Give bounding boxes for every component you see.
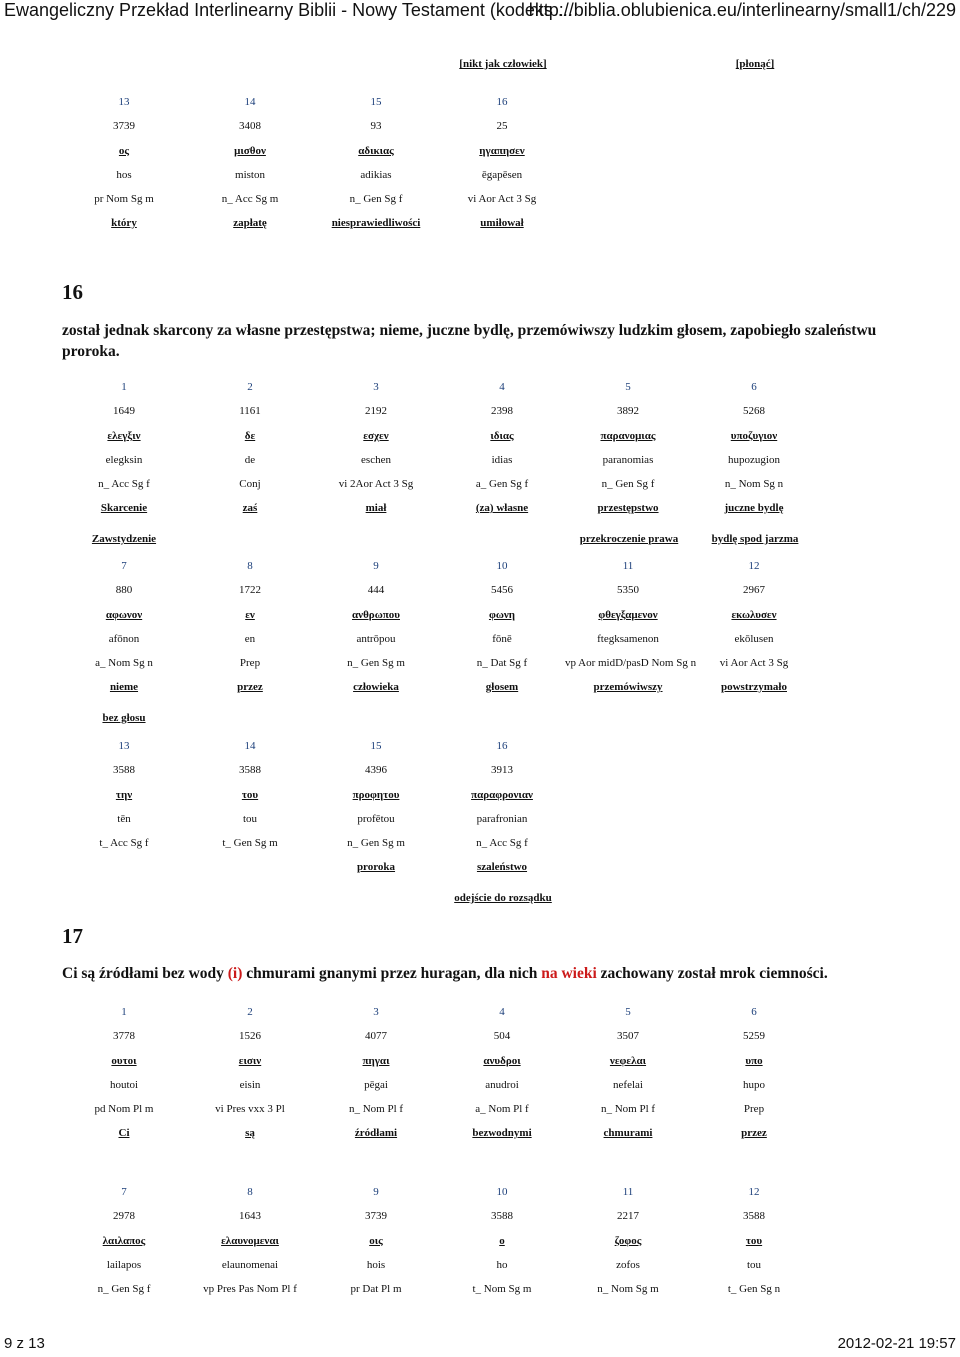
morphology: a_ Nom Sg n <box>95 657 153 669</box>
word-number: 8 <box>247 560 253 572</box>
greek-word[interactable]: φωνη <box>488 609 516 621</box>
verse-text-16: został jednak skarcony za własne przestępstwa; nieme, juczne bydlę, przemówiwszy ludzkim głosem, zapobiegło szaleństwu proroka. <box>62 322 877 360</box>
morphology: a_ Nom Pl f <box>475 1103 529 1115</box>
gloss-prev-2[interactable]: [płonąć] <box>735 58 775 70</box>
morphology: t_ Gen Sg n <box>727 1283 781 1295</box>
word-number: 14 <box>244 740 256 752</box>
greek-word[interactable]: αδικιας <box>358 145 394 157</box>
page-header <box>0 0 960 22</box>
word-number: 1 <box>121 381 127 393</box>
verse-17-part-e: zachowany został mrok ciemności. <box>596 965 828 982</box>
morphology: vi Aor Act 3 Sg <box>467 193 537 205</box>
gloss-16-f[interactable]: bydlę spod jarzma <box>711 533 799 545</box>
morphology: pd Nom Pl m <box>94 1103 154 1115</box>
strong-number: 25 <box>496 120 508 132</box>
transliteration: tou <box>242 813 258 825</box>
transliteration: de <box>244 454 256 466</box>
strong-number: 3588 <box>743 1210 765 1222</box>
strong-number: 504 <box>493 1030 511 1042</box>
morphology: n_ Gen Sg m <box>347 657 405 669</box>
gloss-16-bez-glosu[interactable]: bez głosu <box>102 712 146 724</box>
greek-word[interactable]: μισθον <box>234 145 266 157</box>
polish-translation[interactable]: umiłował <box>480 217 524 229</box>
polish-translation[interactable]: przemówiwszy <box>593 681 663 693</box>
morphology: t_ Nom Sg m <box>472 1283 532 1295</box>
word-number: 4 <box>499 1006 505 1018</box>
document-title: Ewangeliczny Przekład Interlinearny Biblii - Nowy Testament (kodeks ... <box>4 0 573 20</box>
word-number: 16 <box>496 96 508 108</box>
greek-word[interactable]: την <box>115 789 133 801</box>
word-number: 13 <box>118 740 130 752</box>
transliteration: ēgapēsen <box>481 169 523 181</box>
greek-word[interactable]: εσχεν <box>363 430 389 442</box>
transliteration: ho <box>496 1259 508 1271</box>
word-number: 5 <box>625 1006 631 1018</box>
polish-translation[interactable]: zapłatę <box>233 217 267 229</box>
strong-number: 5350 <box>617 584 639 596</box>
word-number: 6 <box>751 1006 757 1018</box>
morphology: n_ Gen Sg f <box>601 478 655 490</box>
page-number: 9 z 13 <box>4 1335 45 1352</box>
polish-translation[interactable]: przestępstwo <box>597 502 659 514</box>
strong-number: 4396 <box>365 764 387 776</box>
greek-word[interactable]: ηγαπησεν <box>479 145 525 157</box>
strong-number: 2192 <box>365 405 387 417</box>
strong-number: 3892 <box>617 405 639 417</box>
strong-number: 3588 <box>113 764 135 776</box>
polish-translation[interactable]: przez <box>237 681 263 693</box>
greek-word[interactable]: του <box>745 1235 763 1247</box>
strong-number: 1526 <box>239 1030 261 1042</box>
greek-word[interactable]: ελαυνομεναι <box>221 1235 279 1247</box>
verse-number-16: 16 <box>62 280 83 304</box>
transliteration: parafronian <box>476 813 528 825</box>
word-number: 1 <box>121 1006 127 1018</box>
morphology: n_ Dat Sg f <box>476 657 528 669</box>
transliteration: tou <box>746 1259 762 1271</box>
word-number: 2 <box>247 1006 253 1018</box>
polish-translation[interactable]: miał <box>365 502 387 514</box>
transliteration: idias <box>491 454 513 466</box>
morphology: vp Aor midD/pasD Nom Sg n <box>565 657 697 669</box>
strong-number: 5259 <box>743 1030 765 1042</box>
strong-number: 3913 <box>491 764 513 776</box>
greek-word[interactable]: ζοφος <box>614 1235 642 1247</box>
transliteration: paranomias <box>602 454 654 466</box>
gloss-16-a[interactable]: Zawstydzenie <box>91 533 157 545</box>
transliteration: hupozugion <box>728 454 780 466</box>
morphology: vi 2Aor Act 3 Sg <box>338 478 414 490</box>
strong-number: 3588 <box>491 1210 513 1222</box>
morphology: n_ Nom Sg n <box>724 478 784 490</box>
transliteration: adikias <box>360 169 392 181</box>
transliteration: profētou <box>357 813 395 825</box>
word-number: 11 <box>622 1186 634 1198</box>
polish-translation[interactable]: proroka <box>356 861 396 873</box>
strong-number: 880 <box>115 584 133 596</box>
document-url[interactable]: http://biblia.oblubienica.eu/interlinearny/small1/ch/229 <box>528 0 956 20</box>
polish-translation[interactable]: przez <box>741 1127 767 1139</box>
greek-word[interactable]: δε <box>244 430 256 442</box>
gloss-16-e[interactable]: przekroczenie prawa <box>579 533 679 545</box>
greek-word[interactable]: ος <box>118 145 130 157</box>
strong-number: 2978 <box>113 1210 135 1222</box>
word-number: 3 <box>373 1006 379 1018</box>
word-number: 15 <box>370 740 382 752</box>
strong-number: 3588 <box>239 764 261 776</box>
transliteration: antrōpou <box>356 633 396 645</box>
gloss-16-odejscie[interactable]: odejście do rozsądku <box>454 892 552 904</box>
word-number: 2 <box>247 381 253 393</box>
verse-17-part-b: (i) <box>227 965 243 982</box>
word-number: 10 <box>496 1186 508 1198</box>
word-number: 6 <box>751 381 757 393</box>
greek-word[interactable]: εισιν <box>238 1055 262 1067</box>
verse-17-part-c: chmurami gnanymi przez huragan, dla nich <box>242 965 542 982</box>
morphology: n_ Nom Pl f <box>600 1103 656 1115</box>
transliteration: hos <box>116 169 132 181</box>
morphology: n_ Nom Sg m <box>597 1283 659 1295</box>
morphology: t_ Gen Sg m <box>222 837 278 849</box>
polish-translation[interactable]: powstrzymało <box>721 681 787 693</box>
morphology: n_ Gen Sg f <box>97 1283 151 1295</box>
polish-translation[interactable]: nieme <box>109 681 139 693</box>
transliteration: elaunomenai <box>221 1259 279 1271</box>
verse-17-part-a: Ci są źródłami bez wody <box>62 965 228 982</box>
morphology: t_ Acc Sg f <box>99 837 149 849</box>
transliteration: anudroi <box>485 1079 519 1091</box>
transliteration: en <box>244 633 256 645</box>
morphology: Prep <box>743 1103 765 1115</box>
morphology: pr Dat Pl m <box>350 1283 402 1295</box>
strong-number: 1722 <box>239 584 261 596</box>
transliteration: eschen <box>361 454 391 466</box>
verse-text-17 <box>62 963 922 984</box>
strong-number: 3739 <box>365 1210 387 1222</box>
greek-word[interactable]: υπο <box>745 1055 763 1067</box>
transliteration: zofos <box>616 1259 640 1271</box>
word-number: 4 <box>499 381 505 393</box>
word-number: 8 <box>247 1186 253 1198</box>
polish-translation[interactable]: chmurami <box>603 1127 653 1139</box>
morphology: n_ Gen Sg m <box>347 837 405 849</box>
strong-number: 3778 <box>113 1030 135 1042</box>
polish-translation[interactable]: (za) własne <box>475 502 529 514</box>
strong-number: 2398 <box>491 405 513 417</box>
polish-translation[interactable]: szaleństwo <box>476 861 528 873</box>
polish-translation[interactable]: który <box>111 217 137 229</box>
morphology: vi Pres vxx 3 Pl <box>215 1103 285 1115</box>
greek-word[interactable]: φθεγξαμενον <box>598 609 658 621</box>
transliteration: elegksin <box>105 454 143 466</box>
greek-word[interactable]: λαιλαπος <box>102 1235 146 1247</box>
transliteration: ekōlusen <box>734 633 774 645</box>
polish-translation[interactable]: Ci <box>118 1127 130 1139</box>
polish-translation[interactable]: źródłami <box>354 1127 398 1139</box>
polish-translation[interactable]: Skarcenie <box>100 502 148 514</box>
transliteration: pēgai <box>364 1079 388 1091</box>
greek-word[interactable]: προφητου <box>352 789 400 801</box>
transliteration: afōnon <box>108 633 140 645</box>
word-number: 12 <box>748 1186 760 1198</box>
greek-word[interactable]: πηγαι <box>362 1055 390 1067</box>
morphology: vp Pres Pas Nom Pl f <box>203 1283 297 1295</box>
greek-word[interactable]: ελεγξιν <box>107 430 141 442</box>
polish-translation[interactable]: głosem <box>485 681 519 693</box>
morphology: Conj <box>239 478 261 490</box>
verse-17-part-d: na wieki <box>541 965 597 982</box>
transliteration: eisin <box>239 1079 261 1091</box>
word-number: 7 <box>121 560 127 572</box>
morphology: n_ Acc Sg m <box>221 193 279 205</box>
word-number: 14 <box>244 96 256 108</box>
transliteration: houtoi <box>109 1079 139 1091</box>
verse-number-17: 17 <box>62 924 83 948</box>
transliteration: hois <box>366 1259 386 1271</box>
word-number: 11 <box>622 560 634 572</box>
polish-translation[interactable]: człowieka <box>353 681 399 693</box>
polish-translation[interactable]: niesprawiedliwości <box>331 217 421 229</box>
word-number: 9 <box>373 560 379 572</box>
polish-translation[interactable]: bezwodnymi <box>472 1127 532 1139</box>
greek-word[interactable]: εκωλυσεν <box>731 609 777 621</box>
morphology: vi Aor Act 3 Sg <box>719 657 789 669</box>
greek-word[interactable]: ιδιας <box>490 430 514 442</box>
transliteration: lailapos <box>106 1259 142 1271</box>
word-number: 5 <box>625 381 631 393</box>
strong-number: 1643 <box>239 1210 261 1222</box>
greek-word[interactable]: παραφρονιαν <box>471 789 533 801</box>
greek-word[interactable]: αφωνον <box>105 609 143 621</box>
strong-number: 1161 <box>239 405 261 417</box>
morphology: n_ Acc Sg f <box>476 837 528 849</box>
morphology: n_ Gen Sg f <box>349 193 403 205</box>
transliteration: miston <box>235 169 265 181</box>
word-number: 10 <box>496 560 508 572</box>
strong-number: 3507 <box>617 1030 639 1042</box>
greek-word[interactable]: υποζυγιον <box>730 430 778 442</box>
greek-word[interactable]: ουτοι <box>111 1055 137 1067</box>
greek-word[interactable]: ανυδροι <box>483 1055 521 1067</box>
morphology: pr Nom Sg m <box>94 193 154 205</box>
transliteration: tēn <box>117 813 131 825</box>
polish-translation[interactable]: juczne bydlę <box>724 502 784 514</box>
greek-word[interactable]: νεφελαι <box>609 1055 647 1067</box>
strong-number: 5456 <box>491 584 513 596</box>
strong-number: 2967 <box>743 584 765 596</box>
page-footer <box>0 1335 960 1355</box>
strong-number: 1649 <box>113 405 135 417</box>
morphology: n_ Nom Pl f <box>348 1103 404 1115</box>
strong-number: 4077 <box>365 1030 387 1042</box>
word-number: 3 <box>373 381 379 393</box>
transliteration: fōnē <box>492 633 512 645</box>
greek-word[interactable]: του <box>241 789 259 801</box>
word-number: 9 <box>373 1186 379 1198</box>
strong-number: 2217 <box>617 1210 639 1222</box>
strong-number: 3408 <box>239 120 261 132</box>
polish-translation[interactable]: zaś <box>242 502 258 514</box>
word-number: 7 <box>121 1186 127 1198</box>
word-number: 12 <box>748 560 760 572</box>
greek-word[interactable]: ο <box>499 1235 505 1247</box>
strong-number: 5268 <box>743 405 765 417</box>
word-number: 13 <box>118 96 130 108</box>
greek-word[interactable]: οις <box>369 1235 383 1247</box>
transliteration: hupo <box>743 1079 765 1091</box>
morphology: Prep <box>239 657 261 669</box>
greek-word[interactable]: παρανομιας <box>600 430 656 442</box>
morphology: a_ Gen Sg f <box>475 478 529 490</box>
gloss-prev-1[interactable]: [nikt jak człowiek] <box>459 58 547 70</box>
strong-number: 93 <box>370 120 382 132</box>
strong-number: 444 <box>367 584 385 596</box>
transliteration: nefelai <box>613 1079 643 1091</box>
word-number: 15 <box>370 96 382 108</box>
greek-word[interactable]: ανθρωπου <box>352 609 400 621</box>
strong-number: 3739 <box>113 120 135 132</box>
polish-translation[interactable]: są <box>245 1127 255 1139</box>
timestamp: 2012-02-21 19:57 <box>837 1335 956 1352</box>
word-number: 16 <box>496 740 508 752</box>
morphology: n_ Acc Sg f <box>98 478 150 490</box>
greek-word[interactable]: εν <box>245 609 255 621</box>
transliteration: ftegksamenon <box>597 633 659 645</box>
